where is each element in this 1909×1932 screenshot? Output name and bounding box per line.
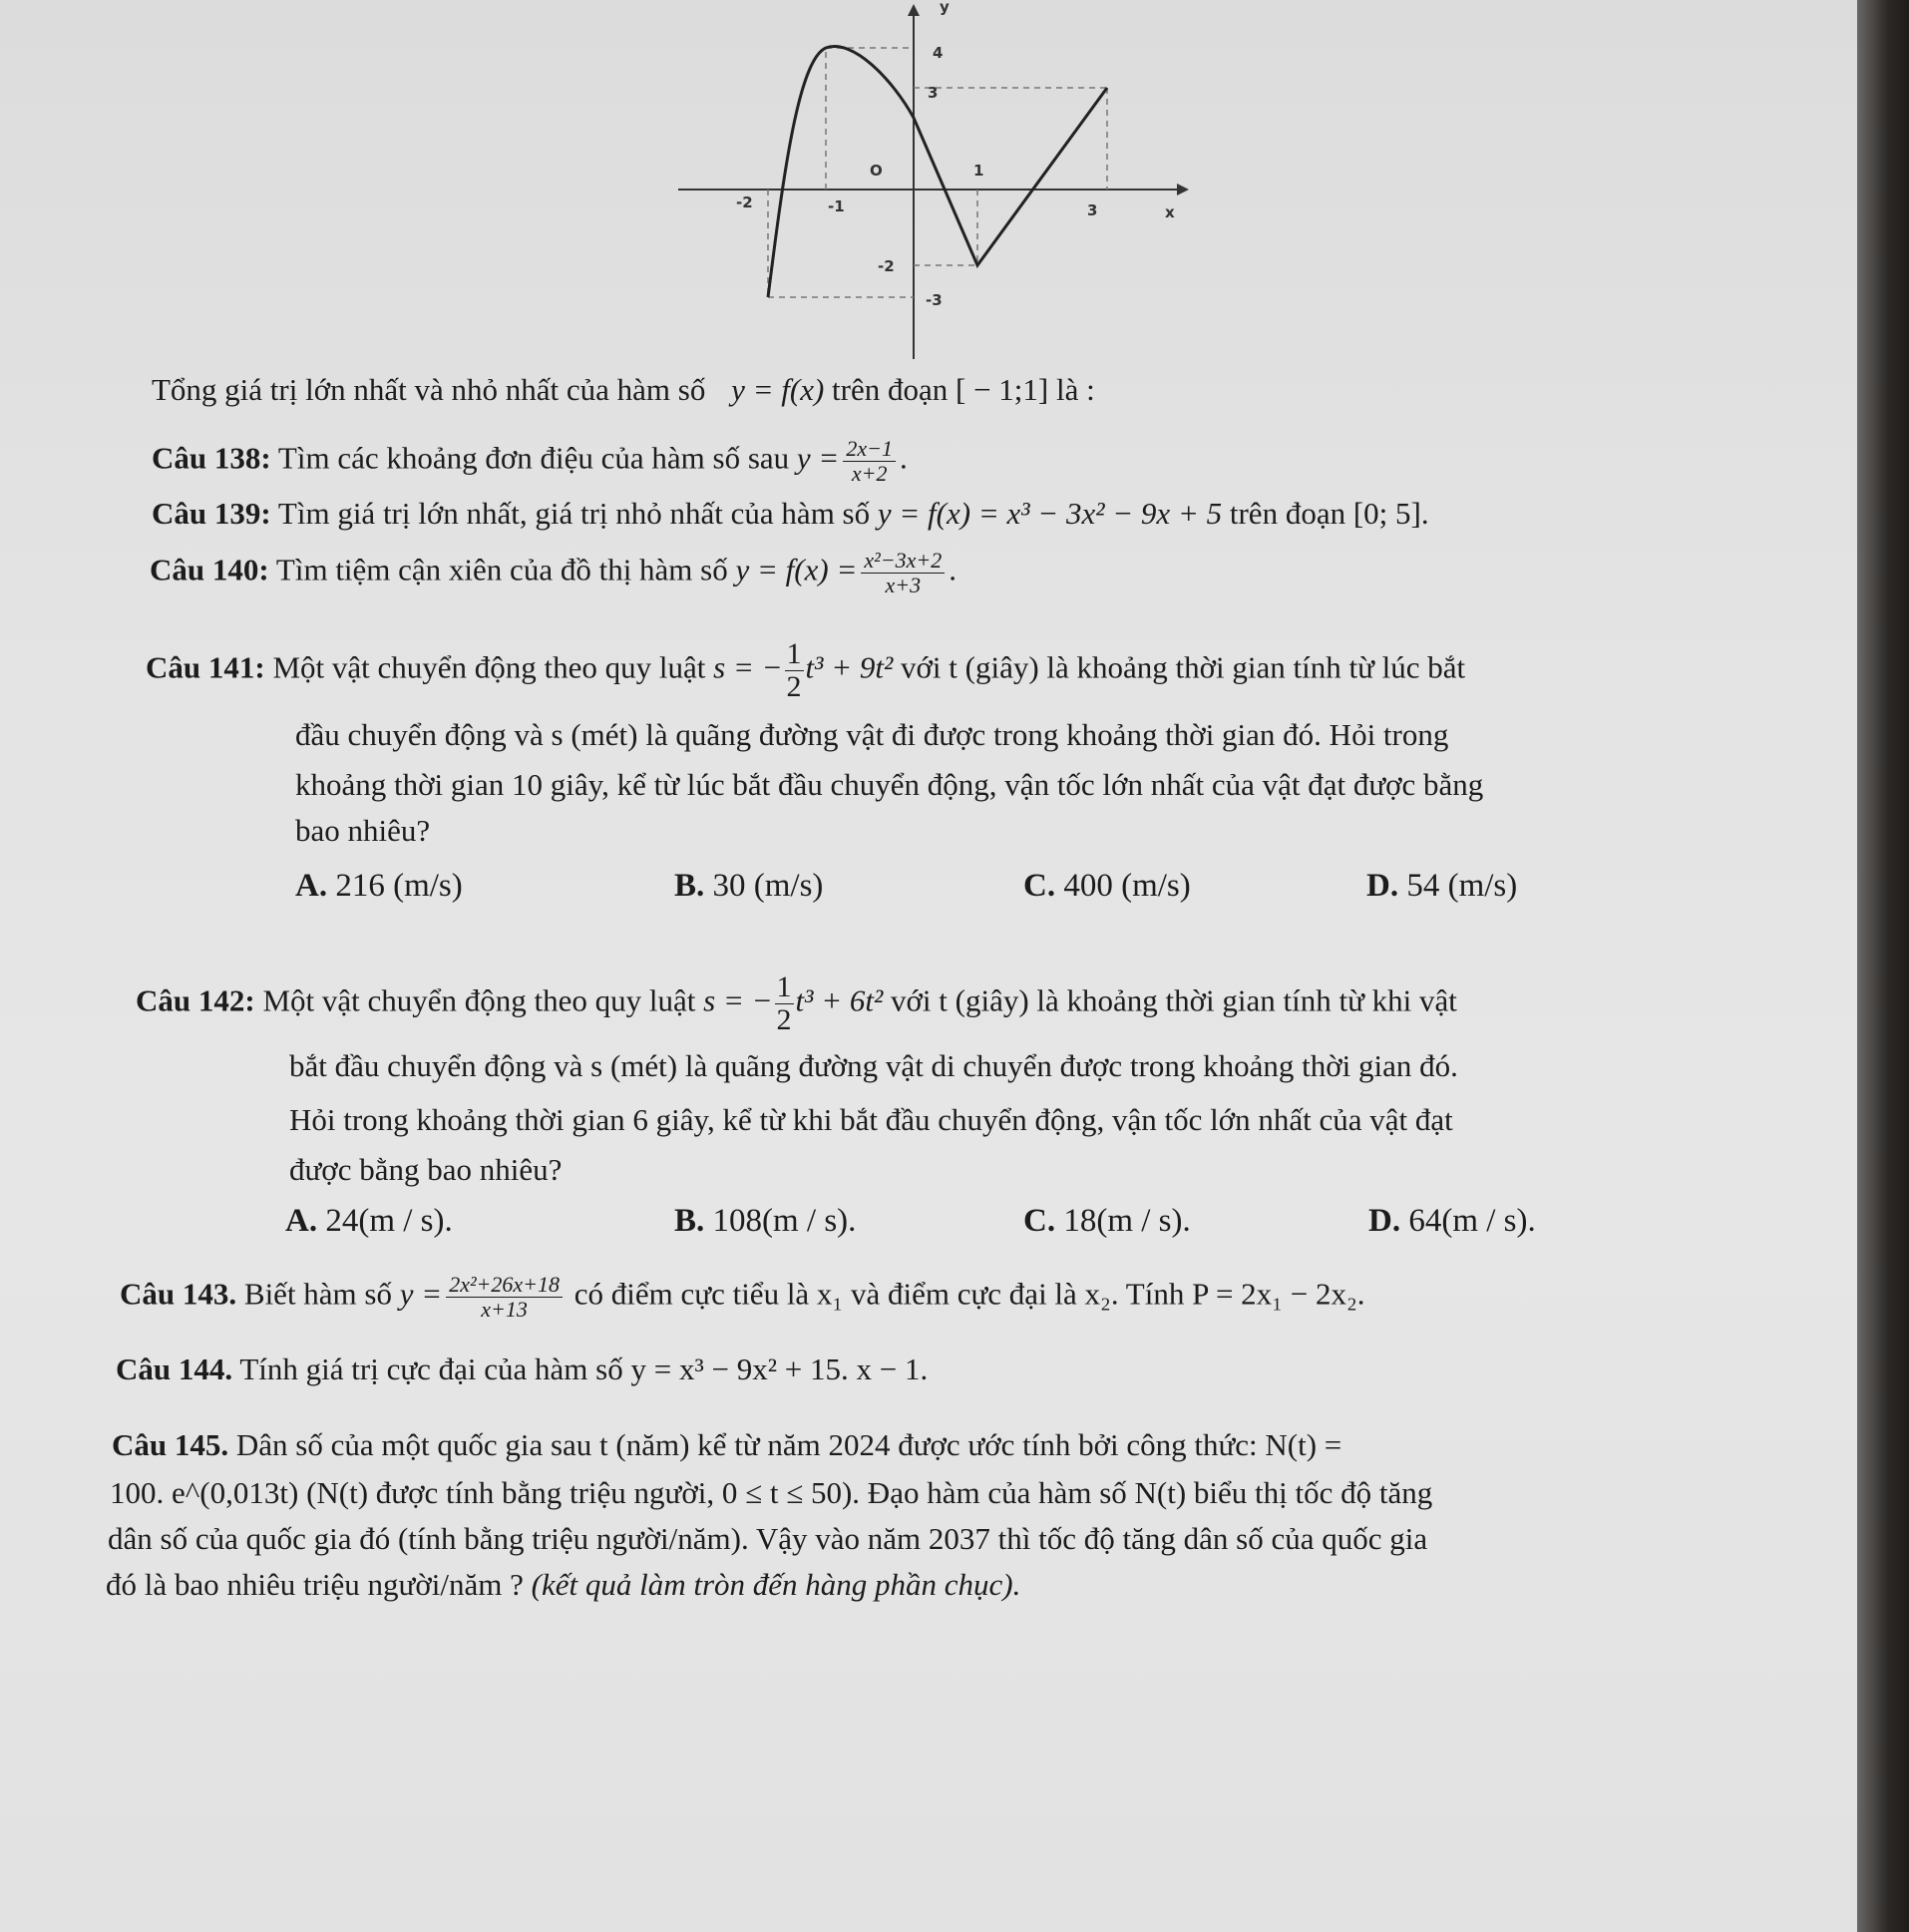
function-graph bbox=[678, 0, 1197, 359]
question-145: Câu 145. Dân số của một quốc gia sau t (năm) kể từ năm 2024 được ước tính bởi công thức: N(t) = bbox=[112, 1427, 1342, 1462]
fraction: $\frac{1}{2}$ bbox=[776, 970, 792, 1036]
question-label: Câu 145. bbox=[112, 1427, 229, 1462]
question-141-line3: khoảng thời gian 10 giây, kể từ lúc bắt đầu chuyển động, vận tốc lớn nhất của vật đạt được bằng bbox=[295, 767, 1484, 802]
question-label: Câu 141: bbox=[146, 649, 265, 685]
question-139: Câu 139: Tìm giá trị lớn nhất, giá trị nhỏ nhất của hàm số y = f(x) = x³ − 3x² − 9x + 5 trên đoạn [0; 5]. bbox=[152, 496, 1429, 531]
fraction: $\frac{1}{2}$ bbox=[786, 637, 802, 703]
question-145-line3: dân số của quốc gia đó (tính bằng triệu người/năm). Vậy vào năm 2037 thì tốc độ tăng dân số của quốc gia bbox=[108, 1521, 1428, 1556]
question-142-line2: bắt đầu chuyển động và s (mét) là quãng đường vật di chuyển được trong khoảng thời gian đó. bbox=[289, 1048, 1458, 1083]
graph-question: Tổng giá trị lớn nhất và nhỏ nhất của hàm số y = f(x) trên đoạn [ − 1;1] là : bbox=[152, 372, 1095, 407]
x-axis-arrow bbox=[1177, 184, 1189, 195]
question-141-line4: bao nhiêu? bbox=[295, 813, 431, 848]
x-tick-label: 1 bbox=[973, 162, 984, 180]
choice-a[interactable]: A. 24(m / s). bbox=[285, 1203, 453, 1239]
y-tick-label: 3 bbox=[928, 84, 939, 102]
question-142: Câu 142: Một vật chuyển động theo quy luật s = − $\frac{1}{2}$ t³ + 6t² với t (giây) là khoảng thời gian tính từ khi vật bbox=[136, 970, 1457, 1036]
question-140: Câu 140: Tìm tiệm cận xiên của đồ thị hàm số y = f(x) = $\frac{\text{x²−3x+2}}{x+3}$ . bbox=[150, 548, 956, 597]
question-145-line2: 100. e^(0,013t) (N(t) được tính bằng triệu người, 0 ≤ t ≤ 50). Đạo hàm của hàm số N(t) biểu thị tốc độ tăng bbox=[110, 1475, 1433, 1510]
page-edge-shadow bbox=[1857, 0, 1909, 1932]
question-142-line4: được bằng bao nhiêu? bbox=[289, 1152, 563, 1187]
choice-b[interactable]: B. 30 (m/s) bbox=[674, 868, 824, 904]
choice-b[interactable]: B. 108(m / s). bbox=[674, 1203, 857, 1239]
x-axis-label: x bbox=[1165, 203, 1175, 221]
choice-c[interactable]: C. 18(m / s). bbox=[1023, 1203, 1191, 1239]
y-tick-label: -2 bbox=[878, 257, 895, 275]
y-tick-label: 4 bbox=[933, 44, 944, 62]
question-label: Câu 142: bbox=[136, 982, 255, 1018]
question-144: Câu 144. Tính giá trị cực đại của hàm số y = x³ − 9x² + 15. x − 1. bbox=[116, 1352, 929, 1386]
choice-a[interactable]: A. 216 (m/s) bbox=[295, 868, 463, 904]
y-tick-label: -3 bbox=[926, 291, 943, 309]
question-143: Câu 143. Biết hàm số y = $\frac{\text{2x²+26x+18}}{x+13}$ có điểm cực tiểu là x₁ và điểm cực đại là x₂. Tính P = 2x₁ − 2x₂. bbox=[120, 1272, 1365, 1322]
choice-d[interactable]: D. 54 (m/s) bbox=[1366, 868, 1518, 904]
fraction: $\frac{2x-1}{x+2}$ bbox=[843, 437, 896, 486]
question-label: Câu 143. bbox=[120, 1276, 237, 1312]
x-tick-label: 3 bbox=[1087, 201, 1098, 219]
question-145-line4: đó là bao nhiêu triệu người/năm ? (kết quả làm tròn đến hàng phần chục). bbox=[106, 1567, 1021, 1602]
y-axis-label: y bbox=[940, 0, 950, 16]
choice-c[interactable]: C. 400 (m/s) bbox=[1023, 868, 1191, 904]
question-label: Câu 138: bbox=[152, 440, 271, 476]
question-label: Câu 140: bbox=[150, 552, 269, 587]
origin-label: O bbox=[870, 162, 883, 180]
x-tick-label: -2 bbox=[736, 193, 753, 211]
question-141: Câu 141: Một vật chuyển động theo quy luật s = − $\frac{1}{2}$ t³ + 9t² với t (giây) là khoảng thời gian tính từ lúc bắt bbox=[146, 637, 1466, 703]
fraction: $\frac{\text{2x²+26x+18}}{x+13}$ bbox=[446, 1273, 563, 1322]
question-138: Câu 138: Tìm các khoảng đơn điệu của hàm số sau y = $\frac{2x-1}{x+2}$ . bbox=[152, 436, 908, 486]
question-label: Câu 144. bbox=[116, 1352, 233, 1386]
question-142-line3: Hỏi trong khoảng thời gian 6 giây, kể từ khi bắt đầu chuyển động, vận tốc lớn nhất của vật đạt bbox=[289, 1102, 1453, 1137]
question-141-line2: đầu chuyển động và s (mét) là quãng đường vật đi được trong khoảng thời gian đó. Hỏi trong bbox=[295, 717, 1449, 752]
fraction: $\frac{\text{x²−3x+2}}{x+3}$ bbox=[861, 549, 945, 597]
y-axis-arrow bbox=[908, 4, 920, 16]
choice-d[interactable]: D. 64(m / s). bbox=[1368, 1203, 1536, 1239]
x-tick-label: -1 bbox=[828, 197, 845, 215]
question-label: Câu 139: bbox=[152, 496, 271, 531]
